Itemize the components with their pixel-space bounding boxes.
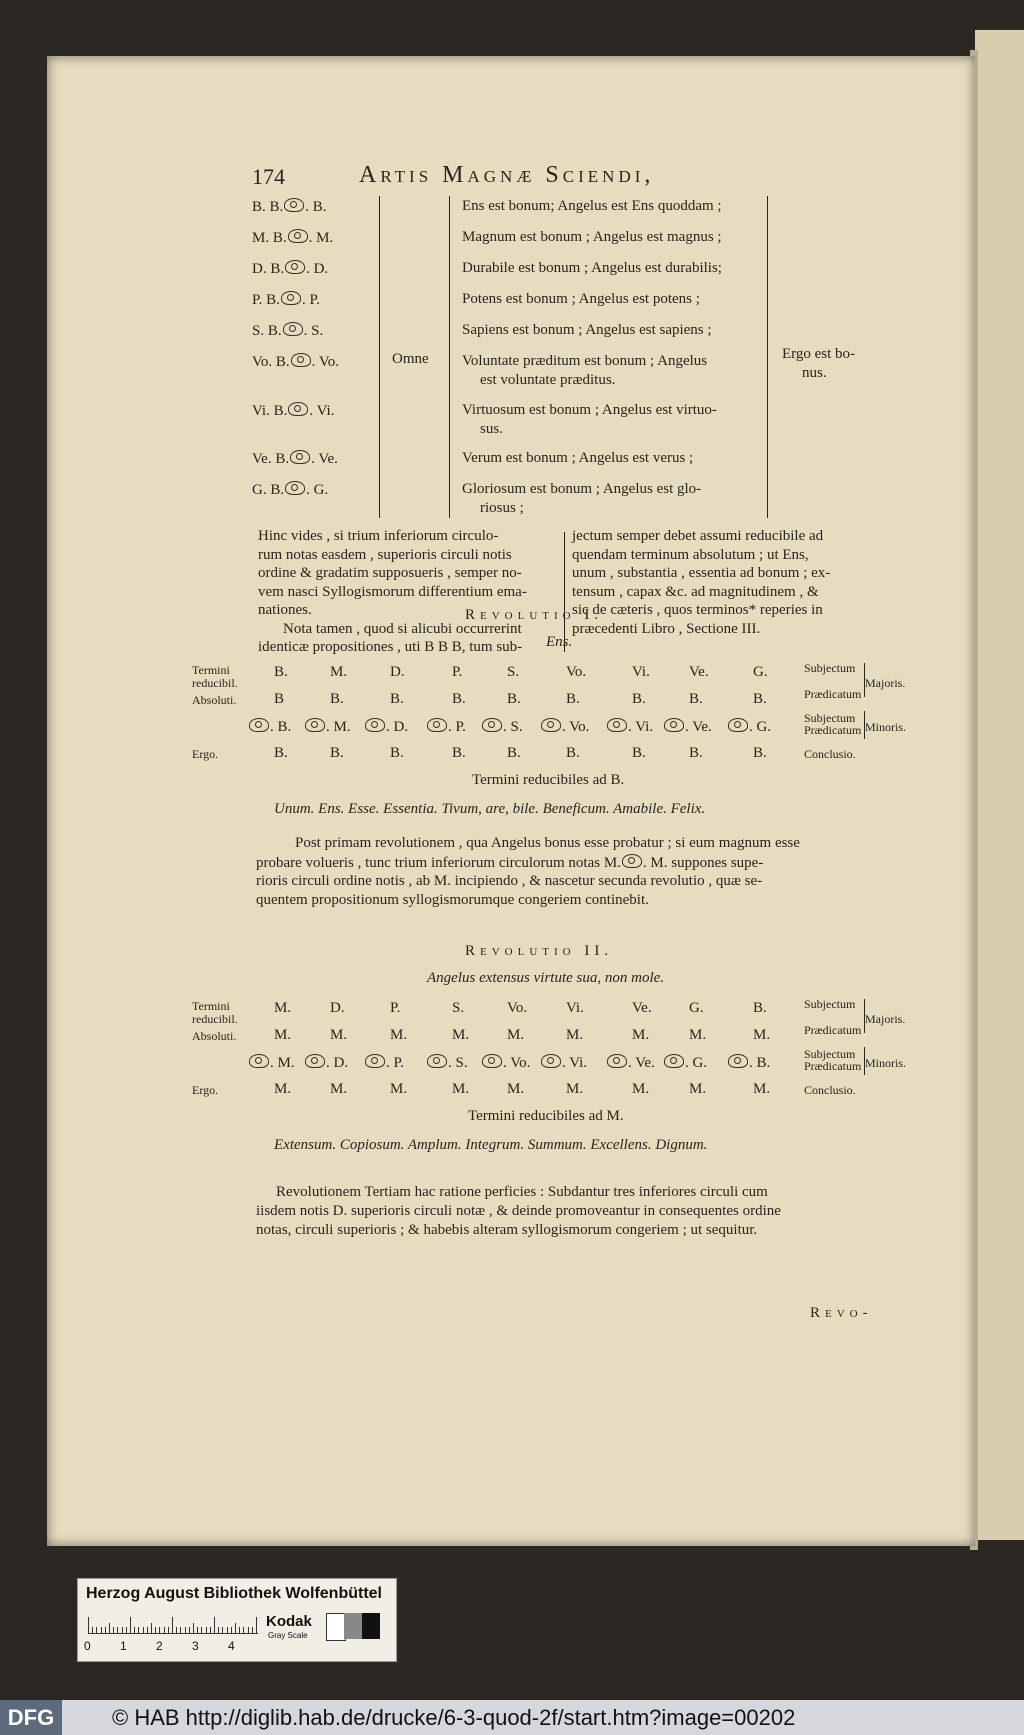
combination-cell (540, 1054, 587, 1072)
term-cell: S. (507, 664, 520, 680)
combination-term: . Vo. (562, 719, 590, 735)
para1-left-line: rum notas easdem , superioris circuli notis (258, 546, 512, 563)
label-majoris: Majoris. (865, 676, 906, 690)
conclusion-cell: M. (452, 1081, 470, 1097)
ruler-tick (252, 1627, 253, 1633)
ruler-tick (92, 1627, 93, 1633)
para2-line (256, 854, 763, 872)
combination-cell (727, 718, 771, 736)
term-cell: B. (632, 691, 646, 707)
minoris-brace (859, 1047, 865, 1075)
label-minoris: Minoris. (865, 1056, 907, 1070)
proposition-line: Magnum est bonum ; Angelus est magnus ; (462, 229, 722, 245)
label-majoris: Majoris. (865, 1012, 906, 1026)
label-subjectum: Subjectum (804, 997, 856, 1011)
conclusion-cell: B. (753, 745, 767, 761)
combination-sign-icon (290, 450, 310, 464)
combination-term: . Ve. (628, 1055, 655, 1071)
term-cell: B. (753, 1000, 767, 1016)
combination-term: . S. (448, 1055, 468, 1071)
ruler-tick (256, 1617, 257, 1633)
gray-scale-label: Gray Scale (268, 1631, 308, 1640)
ruler-tick (218, 1627, 219, 1633)
ruler-tick (88, 1617, 89, 1633)
ruler-tick (227, 1627, 228, 1633)
syllogism-code (252, 322, 323, 340)
minoris-brace (859, 711, 865, 739)
viewer-footer (0, 1700, 1024, 1735)
para1-left-line: Nota tamen , quod si alicubi occurrerint (283, 620, 522, 637)
page-number: 174 (252, 164, 285, 189)
gray-patch-mid (344, 1613, 362, 1639)
ruler-tick (164, 1627, 165, 1633)
combination-sign-icon (291, 353, 311, 367)
combination-sign-icon (728, 718, 748, 732)
combination-cell (426, 1054, 468, 1072)
ruler-tick (109, 1623, 110, 1633)
label-absoluti: Absoluti. (192, 1029, 237, 1043)
conclusion-cell: B. (452, 745, 466, 761)
combination-sign-icon (607, 718, 627, 732)
revolutio-heading: Revolutio II. (465, 943, 614, 959)
ruler-tick (101, 1627, 102, 1633)
combination-sign-icon (365, 1054, 385, 1068)
ruler-tick (113, 1627, 114, 1633)
ruler-tick (185, 1627, 186, 1633)
combination-sign-icon (365, 718, 385, 732)
majoris-brace (859, 663, 865, 697)
ruler-tick (117, 1627, 118, 1633)
code-end: . Vi. (309, 403, 335, 419)
code-end: . Vo. (311, 354, 340, 370)
term-cell: M. (274, 1027, 292, 1043)
combination-cell (663, 1054, 707, 1072)
conclusion-cell: B. (566, 745, 580, 761)
code-start: Vi. B. (252, 403, 288, 419)
combination-sign-icon (482, 718, 502, 732)
code-start: Ve. B. (252, 451, 290, 467)
combination-sign-icon (607, 1054, 627, 1068)
ruler-number: 2 (156, 1639, 163, 1653)
term-cell: M. (753, 1027, 771, 1043)
combination-term: . D. (326, 1055, 349, 1071)
ruler-number: 1 (120, 1639, 127, 1653)
termini-reducibiles: Termini reducibiles ad B. (472, 772, 625, 788)
revolutio-subheading: Angelus extensus virtute sua, non mole. (427, 970, 665, 986)
term-cell: Ve. (689, 664, 709, 680)
ruler-number: 4 (228, 1639, 235, 1653)
ruler-tick (214, 1617, 215, 1633)
combination-sign-icon (305, 1054, 325, 1068)
para1-right-line: præcedenti Libro , Sectione III. (572, 620, 761, 637)
label-subjectum: Subjectum (804, 661, 856, 675)
label-praedicatum: Prædicatum (804, 1023, 862, 1037)
syllogism-code (252, 291, 320, 309)
label-absoluti: Absoluti. (192, 693, 237, 707)
termini-reducibiles: Termini reducibiles ad M. (468, 1108, 624, 1124)
code-start: G. B. (252, 482, 285, 498)
ruler-tick (96, 1627, 97, 1633)
proposition-line: Voluntate præditum est bonum ; Angelus (462, 353, 708, 369)
combination-cell (481, 1054, 530, 1072)
term-cell: M. (390, 1027, 408, 1043)
combination-sign-icon (249, 1054, 269, 1068)
ruler-number: 0 (84, 1639, 91, 1653)
reducible-terms-list: Extensum. Copiosum. Amplum. Integrum. Summum. Excellens. Dignum. (274, 1137, 708, 1153)
term-cell: B. (566, 691, 580, 707)
proposition-line: Potens est bonum ; Angelus est potens ; (462, 291, 700, 307)
code-start: P. B. (252, 292, 280, 308)
code-end: . B. (305, 199, 327, 215)
syllogism-code (252, 481, 328, 499)
code-start: M. B. (252, 230, 287, 246)
combination-sign-icon (281, 291, 301, 305)
majoris-brace (859, 999, 865, 1033)
label-subjectum-2: Subjectum (804, 1047, 856, 1061)
book-page (47, 56, 975, 1546)
term-cell: B. (274, 664, 288, 680)
ruler-tick (172, 1617, 173, 1633)
revolutio-heading: Revolutio I. (465, 607, 604, 623)
props-brace-left (449, 196, 456, 518)
conclusion-cell: M. (689, 1081, 707, 1097)
label-praedicatum: Prædicatum (804, 687, 862, 701)
library-name: Herzog August Bibliothek Wolfenbüttel (86, 1585, 382, 1602)
term-cell: B. (689, 691, 703, 707)
combination-sign-icon (482, 1054, 502, 1068)
conclusion-cell: B. (632, 745, 646, 761)
term-cell: M. (689, 1027, 707, 1043)
term-cell: M. (632, 1027, 650, 1043)
combination-cell (606, 1054, 655, 1072)
code-end: . G. (306, 482, 329, 498)
term-cell: Vo. (566, 664, 587, 680)
combination-cell (248, 718, 291, 736)
omne-brace (373, 196, 380, 518)
label-praedicatum-2: Prædicatum (804, 1059, 862, 1073)
ruler-tick (239, 1627, 240, 1633)
combination-term: . Ve. (685, 719, 712, 735)
ruler-tick (189, 1627, 190, 1633)
copyright-link[interactable]: © HAB http://diglib.hab.de/drucke/6-3-quod-2f/start.htm?image=00202 (112, 1705, 796, 1730)
syllogism-code (252, 450, 338, 468)
combination-sign-icon (541, 1054, 561, 1068)
syllogism-code (252, 402, 334, 420)
term-cell: M. (330, 664, 348, 680)
para2-line: rioris circuli ordine notis , ab M. incipiendo , & nascetur secunda revolutio , quæ se- (256, 873, 763, 889)
para1-right-line: tensum , capax &c. ad magnitudinem , & (572, 583, 819, 600)
running-title: Artis Magnæ Sciendi, (359, 162, 655, 188)
combination-term: . M. (326, 719, 351, 735)
term-cell: Ve. (632, 1000, 652, 1016)
combination-sign-icon (664, 1054, 684, 1068)
ruler-tick (210, 1627, 211, 1633)
combination-cell (364, 1054, 404, 1072)
conclusion-cell: M. (632, 1081, 650, 1097)
term-cell: M. (507, 1027, 525, 1043)
label-reducibil: reducibil. (192, 676, 238, 690)
combination-cell (663, 718, 712, 736)
para1-left-line: vem nasci Syllogismorum differentium ema- (258, 583, 527, 600)
ruler-tick (134, 1627, 135, 1633)
code-end: . P. (301, 292, 320, 308)
ruler-tick (243, 1627, 244, 1633)
combination-term: . D. (386, 719, 409, 735)
proposition-line: Gloriosum est bonum ; Angelus est glo- (462, 481, 702, 497)
ruler-tick (159, 1627, 160, 1633)
syllogism-code (252, 229, 333, 247)
proposition-line: sus. (480, 421, 503, 437)
combination-cell (426, 718, 466, 736)
combination-term: . Vi. (562, 1055, 588, 1071)
combination-sign-icon (283, 322, 303, 336)
term-cell: G. (753, 664, 768, 680)
para2-line: Post primam revolutionem , qua Angelus bonus esse probatur ; si eum magnum esse (295, 835, 800, 851)
term-cell: B. (452, 691, 466, 707)
combination-sign-icon (427, 1054, 447, 1068)
combination-sign-icon (427, 718, 447, 732)
revolutio-subheading: Ens. (546, 634, 573, 650)
term-cell: M. (330, 1027, 348, 1043)
syllogism-code (252, 260, 328, 278)
combination-sign-icon (728, 1054, 748, 1068)
para2-text: . M. suppones supe- (642, 855, 764, 871)
ruler-number: 3 (192, 1639, 199, 1653)
ruler-tick (235, 1623, 236, 1633)
term-cell: Vi. (566, 1000, 584, 1016)
label-ergo: Ergo. (192, 747, 219, 761)
reducible-terms-list: Unum. Ens. Esse. Essentia. Tivum, are, bile. Beneficum. Amabile. Felix. (274, 801, 706, 817)
para1-right-line: sic de cæteris , quos terminos* reperies in (572, 602, 823, 618)
para1-left-line: nationes. (258, 602, 312, 618)
ruler-tick (126, 1627, 127, 1633)
term-cell: S. (452, 1000, 465, 1016)
combination-sign-icon (305, 718, 325, 732)
term-cell: G. (689, 1000, 704, 1016)
combination-cell (304, 718, 351, 736)
label-conclusio: Conclusio. (804, 1083, 856, 1097)
label-subjectum-2: Subjectum (804, 711, 856, 725)
para2-line: quentem propositionum syllogismorumque congeriem continebit. (256, 892, 649, 908)
term-cell: B. (753, 691, 767, 707)
combination-cell (364, 718, 408, 736)
combination-sign-icon (249, 718, 269, 732)
gray-patch-white (326, 1613, 346, 1641)
facing-page-edge (975, 30, 1024, 1540)
combination-term: . S. (503, 719, 523, 735)
ruler-tick (168, 1627, 169, 1633)
code-start: D. B. (252, 261, 285, 277)
term-cell: M. (566, 1027, 584, 1043)
ergo-line-1: Ergo est bo- (782, 346, 856, 362)
ruler-tick (248, 1627, 249, 1633)
conclusion-cell: M. (566, 1081, 584, 1097)
omne-label: Omne (392, 351, 429, 367)
ruler-tick (130, 1617, 131, 1633)
para3-line: Revolutionem Tertiam hac ratione perficies : Subdantur tres inferiores circuli cum (276, 1184, 768, 1200)
para3-line: notas, circuli superioris ; & habebis alteram syllogismorum congeriem ; ut sequitur. (256, 1222, 758, 1238)
conclusion-cell: B. (390, 745, 404, 761)
term-cell: M. (452, 1027, 470, 1043)
conclusion-cell: B. (274, 745, 288, 761)
combination-sign-icon (622, 854, 642, 868)
proposition-line: riosus ; (480, 500, 524, 516)
combination-term: . B. (270, 719, 292, 735)
ruler-tick (138, 1627, 139, 1633)
combination-term: . G. (749, 719, 772, 735)
code-start: S. B. (252, 323, 282, 339)
ruler-tick (105, 1627, 106, 1633)
ruler-tick (155, 1627, 156, 1633)
label-minoris: Minoris. (865, 720, 907, 734)
term-cell: Vi. (632, 664, 650, 680)
proposition-line: Ens est bonum; Angelus est Ens quoddam ; (462, 198, 722, 214)
code-end: . D. (306, 261, 329, 277)
proposition-line: Verum est bonum ; Angelus est verus ; (462, 450, 694, 466)
combination-term: . B. (749, 1055, 771, 1071)
ruler-tick (193, 1623, 194, 1633)
proposition-line: est voluntate præditus. (480, 372, 616, 388)
term-cell: D. (330, 1000, 345, 1016)
combination-cell (248, 1054, 295, 1072)
combination-cell (540, 718, 589, 736)
label-conclusio: Conclusio. (804, 747, 856, 761)
term-cell: P. (390, 1000, 401, 1016)
ruler-tick (180, 1627, 181, 1633)
combination-sign-icon (664, 718, 684, 732)
para1-right-line: quendam terminum absolutum ; ut Ens, (572, 546, 809, 563)
ruler-tick (231, 1627, 232, 1633)
combination-term: . Vi. (628, 719, 654, 735)
conclusion-cell: M. (753, 1081, 771, 1097)
combination-sign-icon (288, 402, 308, 416)
ruler-tick (122, 1627, 123, 1633)
ruler-tick (176, 1627, 177, 1633)
conclusion-cell: M. (330, 1081, 348, 1097)
combination-sign-icon (285, 481, 305, 495)
proposition-line: Virtuosum est bonum ; Angelus est virtuo- (462, 402, 717, 418)
proposition-line: Durabile est bonum ; Angelus est durabilis; (462, 260, 722, 276)
combination-term: . P. (386, 1055, 404, 1071)
combination-term: . G. (685, 1055, 708, 1071)
code-end: . S. (303, 323, 324, 339)
term-cell: B. (390, 691, 404, 707)
label-ergo: Ergo. (192, 1083, 219, 1097)
ruler-tick (197, 1627, 198, 1633)
conclusion-cell: M. (274, 1081, 292, 1097)
para1-left-line: ordine & gradatim supposueris , semper no- (258, 565, 522, 581)
ruler-tick (222, 1627, 223, 1633)
para1-right-line: jectum semper debet assumi reducibile ad (572, 528, 824, 544)
term-cell: B (274, 691, 285, 707)
catchword: Revo- (810, 1305, 873, 1321)
term-cell: P. (452, 664, 463, 680)
kodak-logo: Kodak (266, 1613, 312, 1630)
syllogism-code (252, 198, 327, 216)
combination-cell (304, 1054, 348, 1072)
term-cell: Vo. (507, 1000, 528, 1016)
term-cell: M. (274, 1000, 292, 1016)
para3-line: iisdem notis D. superioris circuli notæ , & deinde promoveantur in consequentes ordine (256, 1203, 781, 1219)
label-reducibil: reducibil. (192, 1012, 238, 1026)
para1-right-line: unum , substantia , essentia ad bonum ; ex- (572, 565, 831, 581)
code-end: . M. (308, 230, 334, 246)
combination-sign-icon (285, 260, 305, 274)
code-start: Vo. B. (252, 354, 290, 370)
label-praedicatum-2: Prædicatum (804, 723, 862, 737)
conclusion-cell: M. (390, 1081, 408, 1097)
combination-term: . P. (448, 719, 466, 735)
code-start: B. B. (252, 199, 284, 215)
para1-left-line: identicæ propositiones , uti B B B, tum sub- (258, 639, 523, 655)
ruler-tick (151, 1623, 152, 1633)
color-scale-card (77, 1578, 397, 1662)
combination-cell (481, 718, 523, 736)
combination-cell (727, 1054, 770, 1072)
label-termini: Termini (192, 999, 230, 1013)
dfg-logo: DFG (0, 1700, 62, 1735)
proposition-line: Sapiens est bonum ; Angelus est sapiens ; (462, 322, 712, 338)
combination-cell (606, 718, 653, 736)
props-brace-right (761, 196, 768, 518)
ruler-tick (201, 1627, 202, 1633)
conclusion-cell: B. (330, 745, 344, 761)
ruler-tick (143, 1627, 144, 1633)
combination-term: . M. (270, 1055, 295, 1071)
ergo-line-2: nus. (802, 365, 827, 381)
para2-text: probare volueris , tunc trium inferiorum circulorum notas M. (256, 855, 621, 871)
ruler-tick (206, 1627, 207, 1633)
term-cell: B. (330, 691, 344, 707)
label-termini: Termini (192, 663, 230, 677)
combination-sign-icon (288, 229, 308, 243)
combination-term: . Vo. (503, 1055, 531, 1071)
para1-left-line: Hinc vides , si trium inferiorum circulo- (258, 528, 499, 544)
combination-sign-icon (541, 718, 561, 732)
ruler-tick (147, 1627, 148, 1633)
term-cell: B. (507, 691, 521, 707)
conclusion-cell: B. (689, 745, 703, 761)
combination-sign-icon (284, 198, 304, 212)
conclusion-cell: B. (507, 745, 521, 761)
gray-patch-black (362, 1613, 380, 1639)
term-cell: D. (390, 664, 405, 680)
code-end: . Ve. (311, 451, 338, 467)
conclusion-cell: M. (507, 1081, 525, 1097)
syllogism-code (252, 353, 339, 371)
